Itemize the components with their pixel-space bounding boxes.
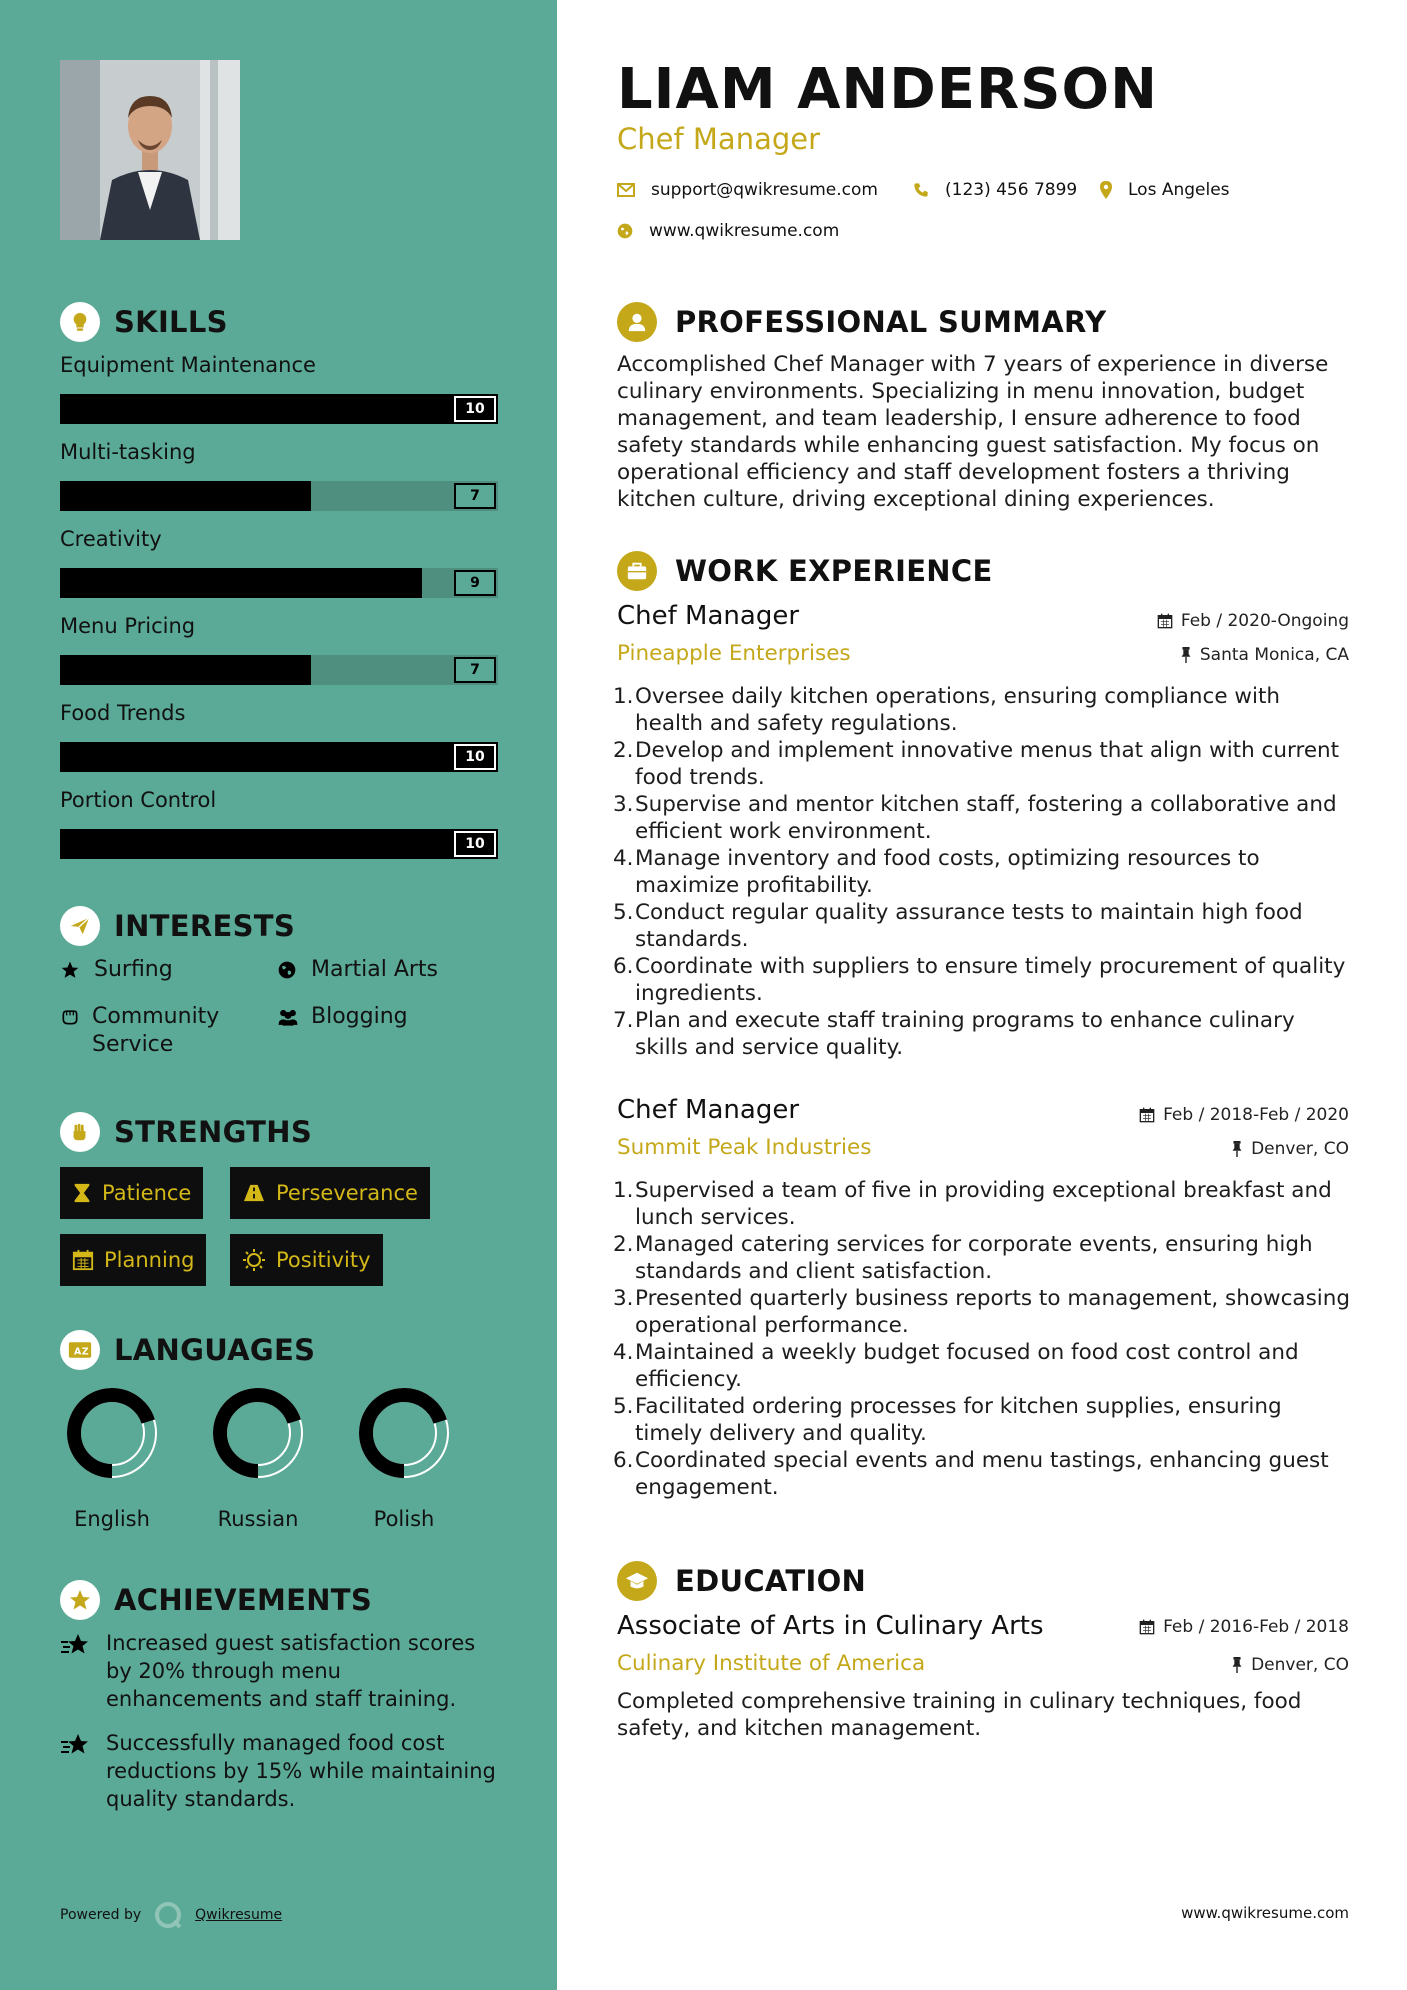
skills-heading [60,302,228,342]
skill-level-fill [60,481,311,511]
job-company: Pineapple Enterprises [617,641,851,666]
duty-item: 2. Managed catering services for corporate events, ensuring high standards and client satisfaction. [613,1232,1313,1284]
education-heading [617,1561,866,1601]
pushpin-icon [1180,647,1192,663]
powered-by-label: Powered by [60,1907,142,1923]
sidebar [0,0,557,1990]
sun-icon [242,1248,266,1272]
interest-item [277,1003,408,1031]
translate-icon [60,1330,100,1370]
job-location-text: Denver, CO [1251,1139,1349,1159]
duty-item: 3. Presented quarterly business reports to management, showcasing operational performance. [613,1286,1351,1338]
skill-name: Multi-tasking [60,440,196,464]
job-dates [1139,1103,1349,1127]
summary-heading [617,302,1106,342]
pushpin-icon [1231,1657,1243,1673]
strength-label: Perseverance [276,1181,418,1205]
skill-level-bar [60,481,498,511]
duty-item: 4. Manage inventory and food costs, optimizing resources to maximize profitability. [613,846,1260,898]
skill-level-bar [60,394,498,424]
skill-item [60,350,498,424]
user-icon [617,302,657,342]
interest-item [60,956,173,984]
job-dates-text: Feb / 2020-Ongoing [1180,611,1349,631]
interest-label: Community Service [92,1004,220,1057]
briefcase-icon [617,551,657,591]
experience-heading-text: WORK EXPERIENCE [675,554,993,588]
skill-score: 10 [454,396,496,422]
candidate-title: Chef Manager [617,122,821,156]
skill-item [60,611,498,685]
calendar-icon [1139,1619,1155,1635]
skill-level-bar [60,568,498,598]
pushpin-icon [1231,1141,1243,1157]
job-dates [1157,609,1349,633]
strengths-heading-text: STRENGTHS [114,1115,313,1149]
skills-heading-text: SKILLS [114,305,228,339]
job-duties [613,683,1353,1061]
language-level-ring [64,1385,160,1481]
duty-item: 5. Facilitated ordering processes for kitchen supplies, ensuring timely delivery and quality. [613,1394,1282,1446]
contact-phone[interactable] [913,180,1077,200]
skill-score: 10 [454,744,496,770]
job-title: Chef Manager [617,1095,800,1125]
strength-badge [60,1234,206,1286]
globe-icon [277,956,299,984]
calendar-icon [1139,1107,1155,1123]
interests-heading [60,906,295,946]
shooting-star-icon [60,1629,92,1713]
envelope-icon [617,183,635,197]
education-dates-text: Feb / 2016-Feb / 2018 [1163,1617,1349,1637]
language-item [52,1385,172,1531]
duty-item: 6. Coordinate with suppliers to ensure timely procurement of quality ingredients. [613,954,1346,1006]
contact-email[interactable] [617,180,878,200]
language-item [344,1385,464,1531]
website-text: www.qwikresume.com [649,221,840,241]
job-title: Chef Manager [617,601,800,631]
skill-level-fill [60,568,422,598]
powered-by [60,1900,282,1930]
qwikresume-link[interactable]: Qwikresume [195,1907,283,1923]
users-icon [277,1003,299,1031]
strength-badge [230,1167,430,1219]
fist-icon [60,1112,100,1152]
achievements-heading [60,1580,372,1620]
candidate-name: LIAM ANDERSON [617,57,1158,122]
education-degree: Associate of Arts in Culinary Arts [617,1611,1044,1641]
achievement-text: Increased guest satisfaction scores by 20% through menu enhancements and staff training. [106,1631,476,1711]
summary-text: Accomplished Chef Manager with 7 years of experience in diverse culinary environments. Specializing in menu innovation, budget management, and team leadership, I ensure adherence to food safety standards while enhancing guest satisfaction. My focus on operational efficiency and staff development fosters a thriving kitchen culture, driving exceptional dining experiences. [617,352,1329,512]
skill-score: 7 [454,657,496,683]
skill-name: Menu Pricing [60,614,196,638]
duty-item: 7. Plan and execute staff training programs to enhance culinary skills and service quality. [613,1008,1295,1060]
achievements-heading-text: ACHIEVEMENTS [114,1583,373,1617]
skill-name: Food Trends [60,701,186,725]
duty-item: 5. Conduct regular quality assurance tests to maintain high food standards. [613,900,1303,952]
summary-heading-text: PROFESSIONAL SUMMARY [675,305,1107,339]
profile-photo [60,60,240,240]
interest-item [60,1003,260,1059]
duty-item: 1. Oversee daily kitchen operations, ensuring compliance with health and safety regulations. [613,684,1281,736]
skill-item [60,437,498,511]
education-location-text: Denver, CO [1251,1655,1349,1675]
strengths-heading [60,1112,312,1152]
skill-level-bar [60,829,498,859]
education-location [1231,1653,1349,1677]
calendar-icon [72,1249,94,1271]
job-location [1231,1137,1349,1161]
job-location-text: Santa Monica, CA [1199,645,1349,665]
interest-label: Martial Arts [311,957,439,982]
contact-location [1100,180,1230,200]
education-description: Completed comprehensive training in culinary techniques, food safety, and kitchen management. [617,1689,1302,1741]
strength-badge [230,1234,383,1286]
achievement-text: Successfully managed food cost reductions by 15% while maintaining quality standards. [106,1731,496,1811]
qwikresume-logo-icon [153,1900,183,1930]
experience-heading [617,551,993,591]
skill-level-fill [60,655,311,685]
interest-item [277,956,438,984]
duty-item: 6. Coordinated special events and menu tastings, enhancing guest engagement. [613,1448,1329,1500]
skill-name: Creativity [60,527,162,551]
footer-website[interactable]: www.qwikresume.com [1181,1904,1349,1922]
road-icon [242,1183,266,1203]
language-level-ring [210,1385,306,1481]
shooting-star-icon [60,1729,92,1813]
language-item [198,1385,318,1531]
skill-name: Equipment Maintenance [60,353,316,377]
skill-item [60,524,498,598]
language-name: Polish [373,1507,435,1531]
skill-score: 10 [454,831,496,857]
strength-label: Patience [102,1181,192,1205]
graduation-cap-icon [617,1561,657,1601]
job-location [1180,643,1349,667]
interest-label: Surfing [94,957,173,982]
contact-website[interactable] [617,221,839,241]
calendar-icon [1157,613,1173,629]
skill-level-fill [60,829,498,859]
job-company: Summit Peak Industries [617,1135,872,1160]
svg-text:A: A [74,1346,82,1358]
map-pin-icon [1100,181,1112,199]
phone-text: (123) 456 7899 [945,180,1078,200]
languages-heading-text: LANGUAGES [114,1333,316,1367]
job-dates-text: Feb / 2018-Feb / 2020 [1163,1105,1349,1125]
education-heading-text: EDUCATION [675,1564,867,1598]
hand-icon [60,1003,80,1031]
duty-item: 4. Maintained a weekly budget focused on food cost control and efficiency. [613,1340,1299,1392]
skill-level-bar [60,655,498,685]
language-name: Russian [217,1507,299,1531]
education-school: Culinary Institute of America [617,1651,926,1676]
skill-level-fill [60,742,498,772]
education-dates [1139,1615,1349,1639]
strength-badge [60,1167,203,1219]
duty-item: 1. Supervised a team of five in providing exceptional breakfast and lunch services. [613,1178,1332,1230]
skill-item [60,698,498,772]
lightbulb-icon [60,302,100,342]
skill-level-bar [60,742,498,772]
skill-level-fill [60,394,498,424]
globe-icon [617,223,633,239]
achievement-item [60,1629,500,1713]
languages-heading [60,1330,315,1370]
star-icon [60,956,82,984]
location-text: Los Angeles [1128,180,1230,200]
interest-label: Blogging [311,1004,408,1029]
duty-item: 3. Supervise and mentor kitchen staff, fostering a collaborative and efficient work environment. [613,792,1337,844]
language-name: English [74,1507,150,1531]
svg-text:Z: Z [81,1346,89,1358]
award-star-icon [60,1580,100,1620]
strength-label: Planning [104,1248,195,1272]
duty-item: 2. Develop and implement innovative menus that align with current food trends. [613,738,1340,790]
job-duties [613,1177,1353,1501]
skill-name: Portion Control [60,788,217,812]
skill-item [60,785,498,859]
hourglass-icon [72,1182,92,1204]
skill-score: 9 [454,570,496,596]
strength-label: Positivity [276,1248,371,1272]
paper-plane-icon [60,906,100,946]
interests-heading-text: INTERESTS [114,909,296,943]
achievement-item [60,1729,500,1813]
language-level-ring [356,1385,452,1481]
phone-icon [913,182,929,198]
skill-score: 7 [454,483,496,509]
email-text: support@qwikresume.com [651,180,878,200]
